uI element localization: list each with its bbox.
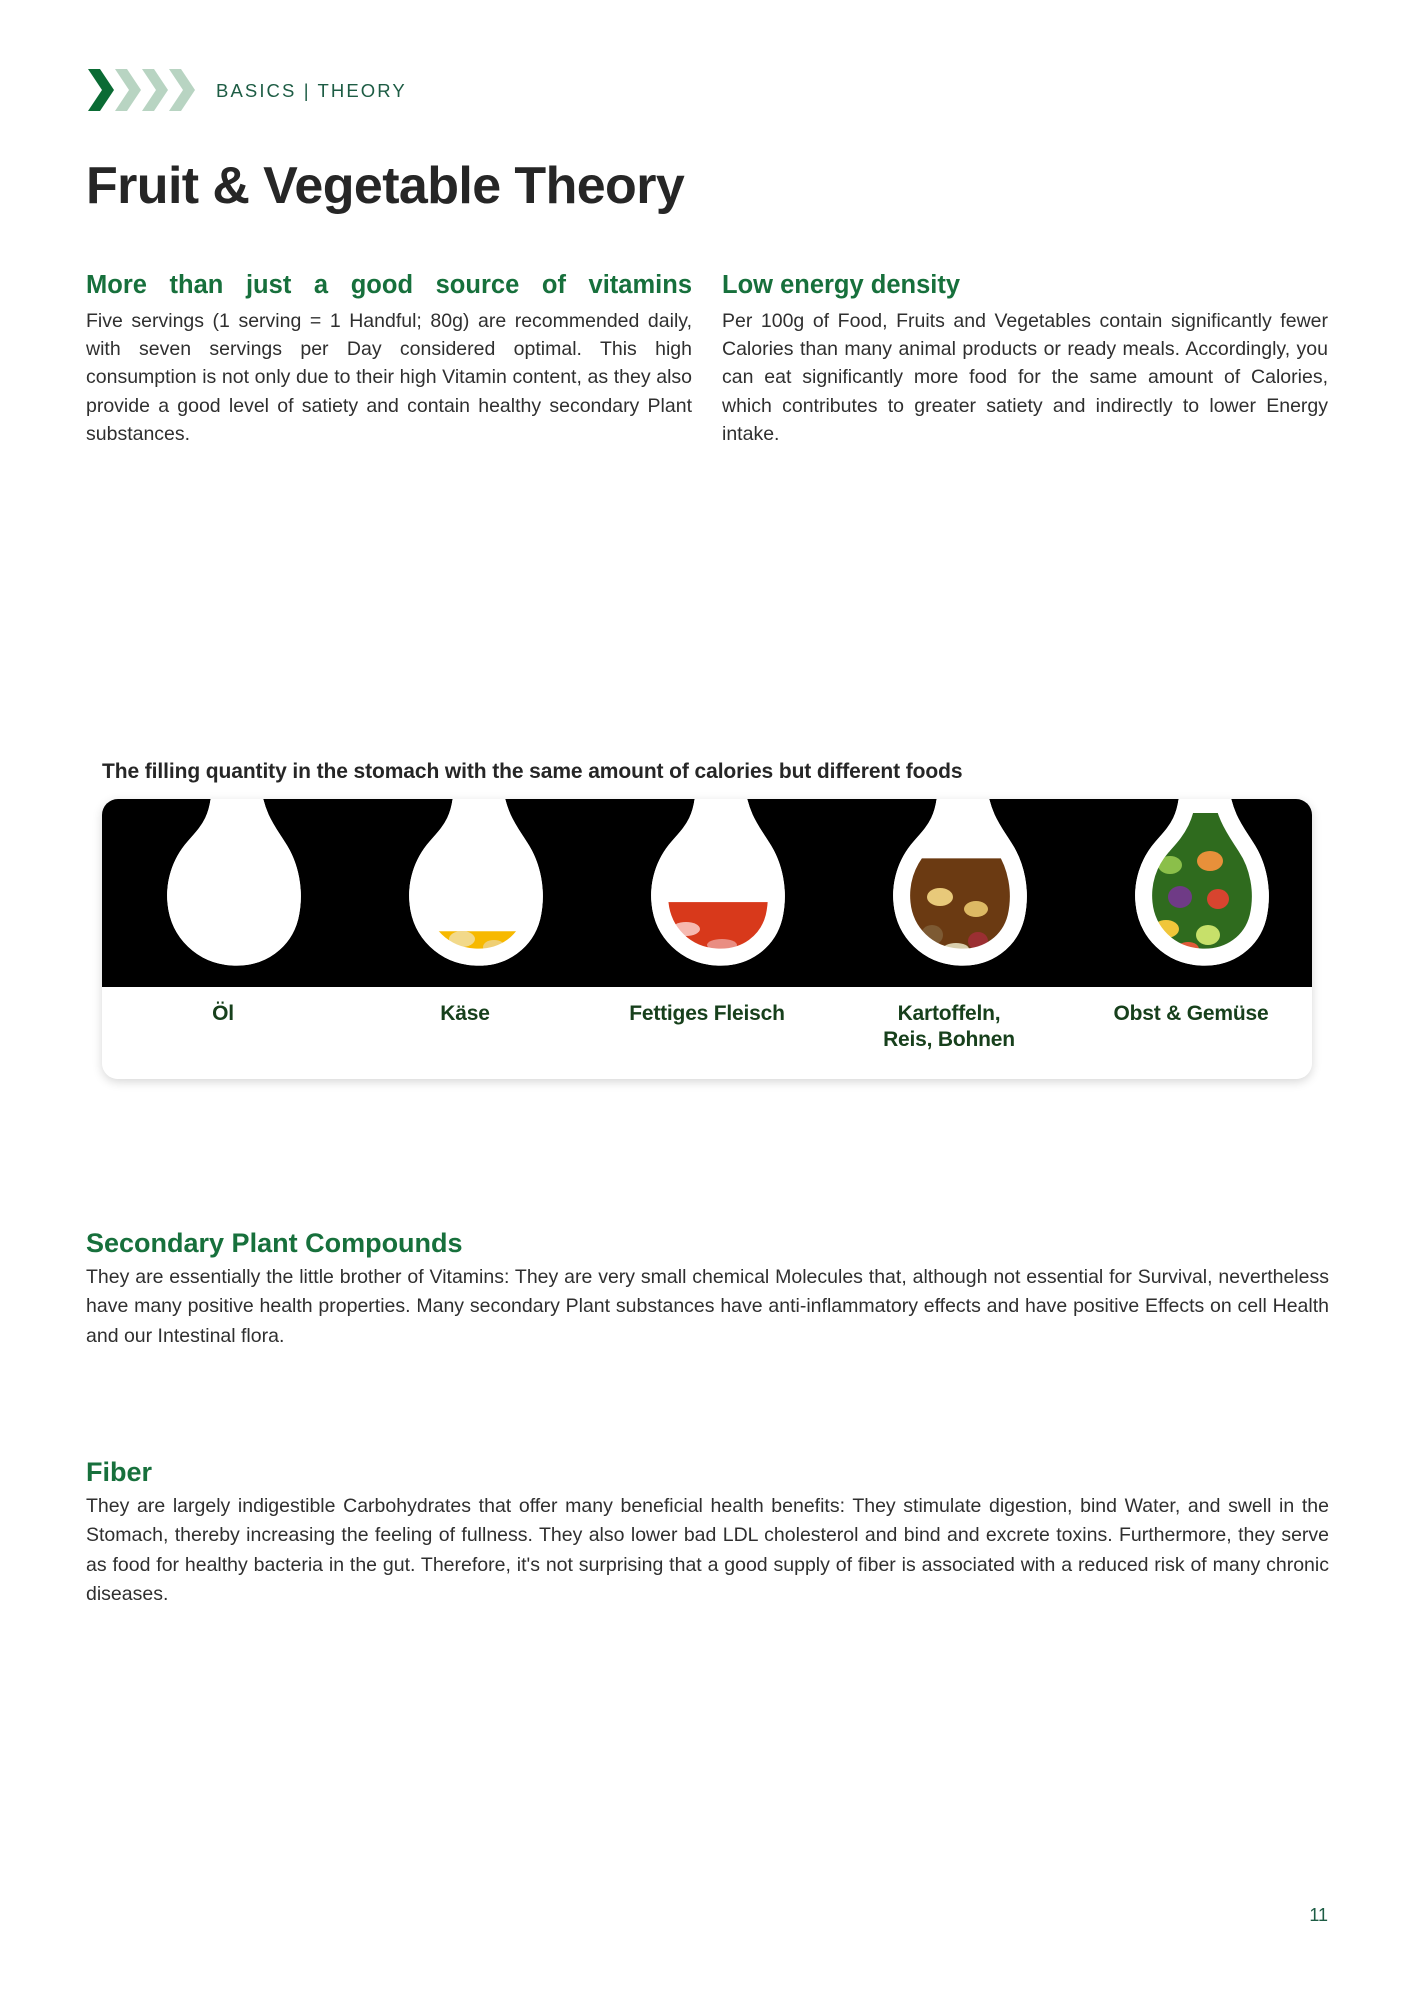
figure-label-3: Fettiges Fleisch — [629, 1002, 785, 1025]
column-vitamins-body: Five servings (1 serving = 1 Handful; 80g) are recommended daily, with seven servings per Day considered optimal. This high consumption is not only due to their high Vitamin content, as they also provide a good level of satiety and contain healthy secondary Plant substances. — [86, 309, 692, 445]
chevron-icon-3 — [140, 67, 170, 113]
stomach-illustration-strip — [102, 799, 1312, 987]
column-energy-density-body: Per 100g of Food, Fruits and Vegetables contain significantly fewer Calories than many animal products or ready meals. Accordingly, you can eat significantly more food for the same amount of Calories, which contributes to greater satiety and indirectly to lower Energy intake. — [722, 309, 1328, 445]
stomach-3 — [586, 799, 828, 987]
figure-caption: The filling quantity in the stomach with the same amount of calories but different foods — [102, 760, 963, 783]
stomach-5 — [1070, 799, 1312, 987]
chevron-icon-2 — [113, 67, 143, 113]
stomach-figure — [86, 760, 1328, 1079]
column-energy-density — [722, 267, 1328, 448]
section-secondary-plant-compounds — [86, 1228, 1329, 1351]
figure-label-4: Kartoffeln, Reis, Bohnen — [883, 1002, 1015, 1051]
page-header — [86, 66, 407, 114]
figure-label-2: Käse — [440, 1002, 490, 1025]
section-fiber — [86, 1457, 1329, 1609]
stomach-1 — [102, 799, 344, 987]
intro-columns — [86, 267, 1329, 448]
page-number: 11 — [1309, 1905, 1328, 1925]
stomach-2 — [344, 799, 586, 987]
section-body: They are essentially the little brother of Vitamins: They are very small chemical Molecules that, although not essential for Survival, nevertheless have many positive health properties. Many secondary Plant substances have anti-inflammatory effects and have positive Effects on cell Health and our Intestinal flora. — [86, 1266, 1329, 1347]
figure-label-row — [102, 987, 1312, 1079]
section-heading: Fiber — [86, 1457, 153, 1487]
section-body: They are largely indigestible Carbohydrates that offer many beneficial health benefits: They stimulate digestion, bind Water, and swell in the Stomach, thereby increasing the feeling of fullness. They also lower bad LDL cholesterol and bind and excrete toxins. Furthermore, they serve as food for healthy bacteria in the gut. Therefore, it's not surprising that a good supply of fiber is associated with a reduced risk of many chronic diseases. — [86, 1495, 1329, 1605]
chevrons-icon — [86, 66, 194, 114]
chevron-icon-4 — [167, 67, 197, 113]
column-vitamins — [86, 267, 692, 448]
section-heading: Secondary Plant Compounds — [86, 1228, 463, 1258]
column-vitamins-heading: More than just a good source of vitamins — [86, 271, 692, 299]
stomach-4 — [828, 799, 1070, 987]
chevron-icon-1 — [86, 67, 116, 113]
page-title: Fruit & Vegetable Theory — [86, 157, 685, 215]
figure-label-5: Obst & Gemüse — [1113, 1002, 1269, 1025]
breadcrumb: BASICS | THEORY — [216, 80, 407, 101]
figure-label-1: Öl — [212, 1002, 234, 1025]
column-energy-density-heading: Low energy density — [722, 271, 961, 299]
figure-card — [102, 799, 1312, 1079]
